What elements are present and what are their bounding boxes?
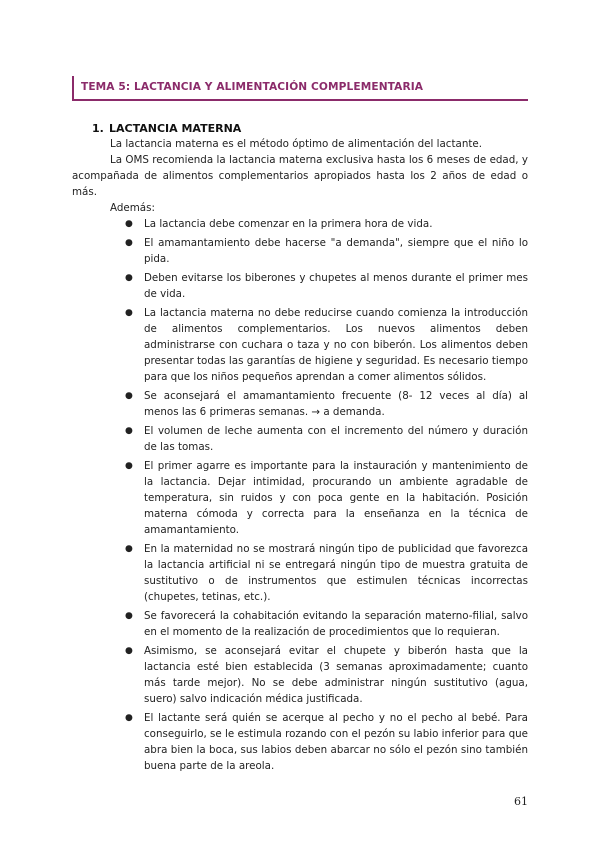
bullet-icon: ● bbox=[125, 238, 133, 248]
list-item-text: En la maternidad no se mostrará ningún tipo de publicidad que favorezca la lactancia artificial ni se entregará ningún tipo de muestra gratuita de sustitutivo o de instrumentos que estimulen técnicas incorrectas (chupetes, tetinas, etc.). bbox=[144, 543, 528, 603]
section-number: 1. bbox=[92, 122, 104, 135]
list-item-text: Asimismo, se aconsejará evitar el chupete y biberón hasta que la lactancia esté bien establecida (3 semanas aproximadamente; cuanto más tarde mejor). No se debe administrar ningún sustitutivo (agua, suero) salvo indicación médica justificada. bbox=[144, 645, 528, 705]
paragraph-intro: La lactancia materna es el método óptimo de alimentación del lactante. bbox=[110, 138, 482, 150]
bullet-icon: ● bbox=[125, 219, 133, 229]
bullet-icon: ● bbox=[125, 646, 133, 656]
list-item-text: El amamantamiento debe hacerse "a demanda", siempre que el niño lo pida. bbox=[144, 237, 528, 265]
bullet-icon: ● bbox=[125, 391, 133, 401]
list-item-text: El primer agarre es importante para la instauración y mantenimiento de la lactancia. Dejar intimidad, procurando un ambiente agradable de temperatura, sin ruidos y con poca gente en la habitación. Posición materna cómoda y correcta para la enseñanza en la técnica de amamantamiento. bbox=[144, 460, 528, 536]
list-item bbox=[124, 608, 528, 640]
page-number: 61 bbox=[514, 795, 528, 808]
list-item-text: Se favorecerá la cohabitación evitando la separación materno-filial, salvo en el momento de la realización de procedimientos que lo requieran. bbox=[144, 610, 528, 638]
bullet-icon: ● bbox=[125, 273, 133, 283]
body-content bbox=[72, 136, 528, 777]
bullet-icon: ● bbox=[125, 713, 133, 723]
paragraph-oms: La OMS recomienda la lactancia materna exclusiva hasta los 6 meses de edad, y acompañada de alimentos complementarios apropiados hasta los 2 años de edad o más. bbox=[72, 154, 528, 198]
list-item bbox=[124, 458, 528, 538]
list-item bbox=[124, 216, 528, 232]
list-item bbox=[124, 305, 528, 385]
bullet-icon: ● bbox=[125, 426, 133, 436]
list-item-text: Se aconsejará el amamantamiento frecuente (8- 12 veces al día) al menos las 6 primeras semanas. → a demanda. bbox=[144, 390, 528, 418]
bullet-icon: ● bbox=[125, 611, 133, 621]
list-item-text: Deben evitarse los biberones y chupetes al menos durante el primer mes de vida. bbox=[144, 272, 528, 300]
chapter-header bbox=[72, 76, 528, 101]
list-item-text: La lactancia materna no debe reducirse cuando comienza la introducción de alimentos complementarios. Los nuevos alimentos deben administrarse con cuchara o taza y no con biberón. Los alimentos deben presentar todas las garantías de higiene y seguridad. Es necesario tiempo para que los niños pequeños aprendan a comer alimentos sólidos. bbox=[144, 307, 528, 383]
section-title: LACTANCIA MATERNA bbox=[109, 122, 242, 135]
list-item-text: El volumen de leche aumenta con el incremento del número y duración de las tomas. bbox=[144, 425, 528, 453]
chapter-title: TEMA 5: LACTANCIA Y ALIMENTACIÓN COMPLEMENTARIA bbox=[81, 81, 424, 93]
bullet-icon: ● bbox=[125, 308, 133, 318]
bullet-icon: ● bbox=[125, 544, 133, 554]
list-item bbox=[124, 541, 528, 605]
list-item-text: El lactante será quién se acerque al pecho y no el pecho al bebé. Para conseguirlo, se le estimula rozando con el pezón su labio inferior para que abra bien la boca, sus labios deben abarcar no sólo el pezón sino también buena parte de la areola. bbox=[144, 712, 528, 772]
list-item bbox=[124, 423, 528, 455]
paragraph-ademas: Además: bbox=[110, 202, 155, 214]
bullet-list bbox=[124, 216, 528, 774]
section-heading bbox=[92, 122, 241, 135]
bullet-icon: ● bbox=[125, 461, 133, 471]
list-item bbox=[124, 643, 528, 707]
list-item bbox=[124, 710, 528, 774]
list-item bbox=[124, 235, 528, 267]
list-item bbox=[124, 388, 528, 420]
list-item-text: La lactancia debe comenzar en la primera hora de vida. bbox=[144, 218, 433, 230]
list-item bbox=[124, 270, 528, 302]
